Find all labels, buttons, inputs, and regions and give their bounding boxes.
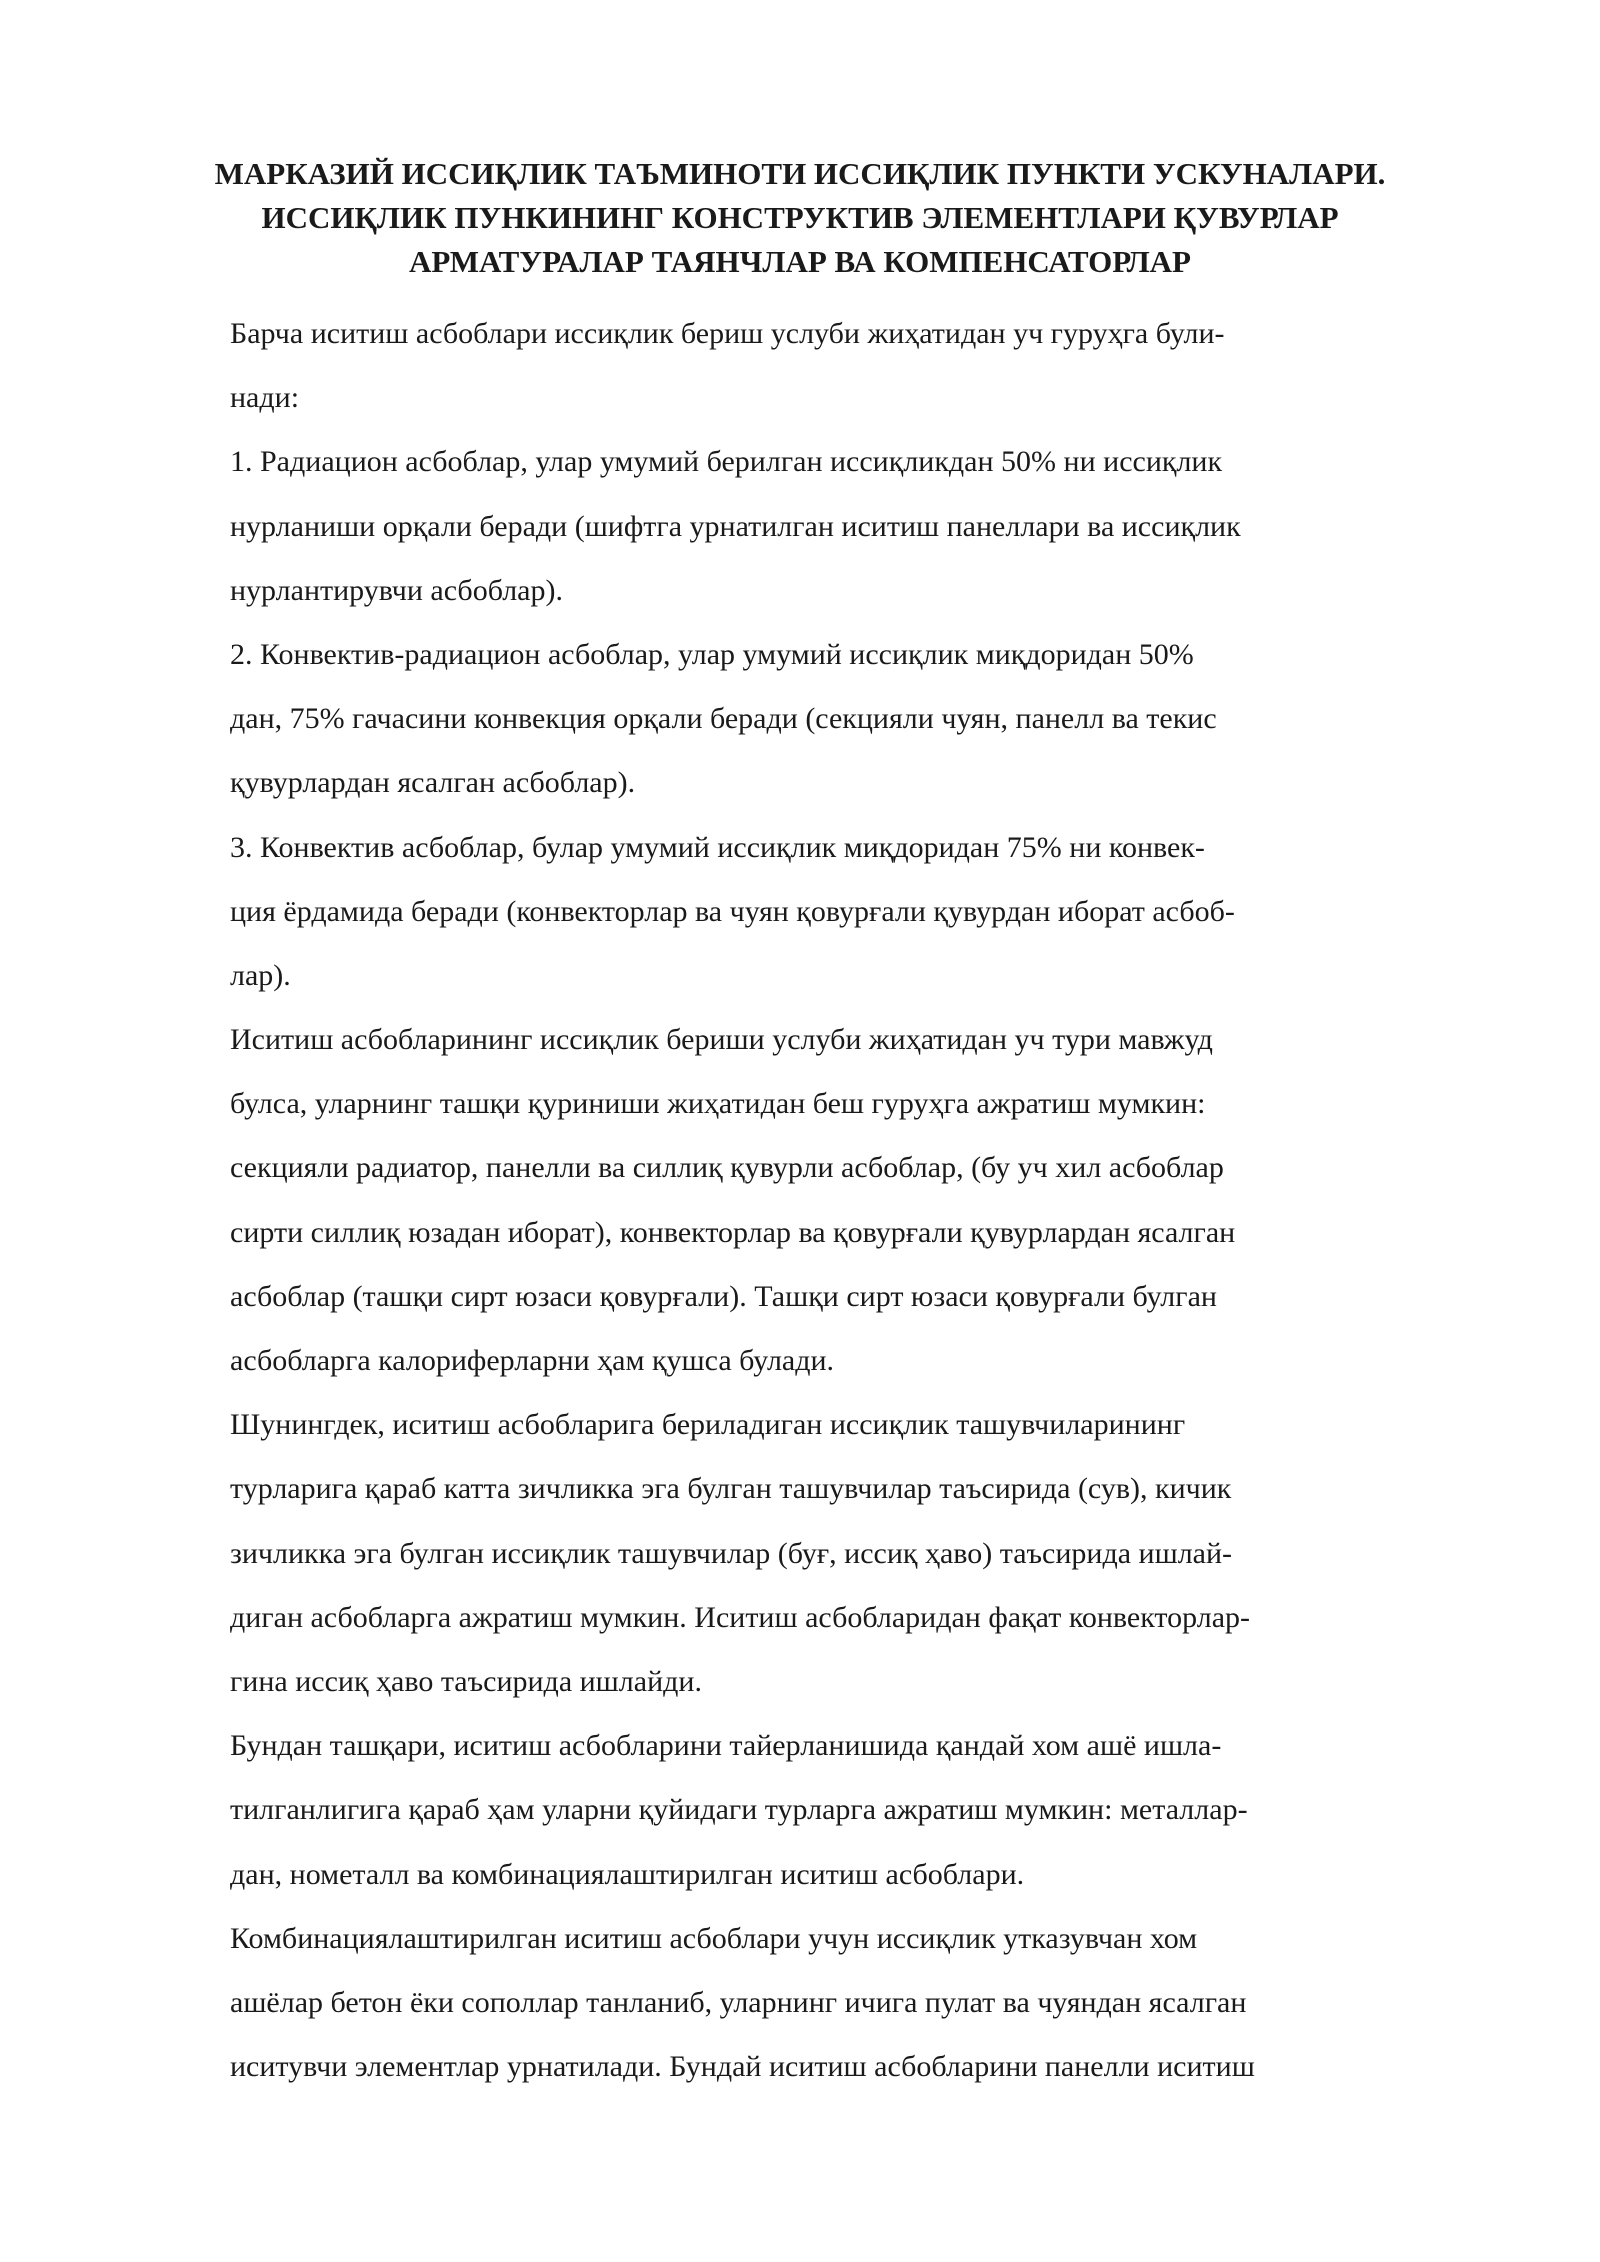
paragraph-line: 1. Радиацион асбоблар, улар умумий берилган иссиқликдан 50% ни иссиқлик xyxy=(230,445,1223,479)
paragraph-line: асбоблар (ташқи сирт юзаси қовурғали). Ташқи сирт юзаси қовурғали булган xyxy=(230,1279,1217,1313)
paragraph-line: диган асбобларга ажратиш мумкин. Иситиш асбобларидан фақат конвекторлар- xyxy=(230,1600,1250,1634)
paragraph-line: тилганлигига қараб ҳам уларни қуйидаги турларга ажратиш мумкин: металлар- xyxy=(230,1793,1248,1827)
document-title xyxy=(200,152,1400,284)
paragraph-line: зичликка эга булган иссиқлик ташувчилар (буғ, иссиқ ҳаво) таъсирида ишлай- xyxy=(230,1536,1233,1570)
paragraph-line: 2. Конвектив-радиацион асбоблар, улар умумий иссиқлик миқдоридан 50% xyxy=(230,637,1194,671)
paragraph-line: дан, 75% гачасини конвекция орқали беради (секцияли чуян, панелл ва текис xyxy=(230,702,1217,736)
paragraph-line: асбобларга калориферларни ҳам қушса булади. xyxy=(230,1344,835,1377)
paragraph-line: нади: xyxy=(230,381,300,415)
paragraph-line: ашёлар бетон ёки сополлар танланиб, уларнинг ичига пулат ва чуяндан ясалган xyxy=(230,1985,1247,2019)
paragraph-line: 3. Конвектив асбоблар, булар умумий иссиқлик миқдоридан 75% ни конвек- xyxy=(230,830,1205,864)
paragraph-line: Шунингдек, иситиш асбобларига бериладиган иссиқлик ташувчиларининг xyxy=(230,1408,1186,1442)
paragraph-line: дан, нометалл ва комбинациялаштирилган иситиш асбоблари. xyxy=(230,1857,1025,1891)
paragraph-line: қувурлардан ясалган асбоблар). xyxy=(230,766,636,800)
paragraph-line: секцияли радиатор, панелли ва силлиқ қувурли асбоблар, (бу уч хил асбоблар xyxy=(230,1151,1224,1185)
paragraph-line: булса, уларнинг ташқи қуриниши жиҳатидан беш гуруҳга ажратиш мумкин: xyxy=(230,1087,1206,1121)
paragraph-line: Иситиш асбобларининг иссиқлик бериши услуби жиҳатидан уч тури мавжуд xyxy=(230,1023,1213,1057)
paragraph-line: гина иссиқ ҳаво таъсирида ишлайди. xyxy=(230,1664,702,1698)
paragraph-line: нурлантирувчи асбоблар). xyxy=(230,573,563,607)
paragraph-line: нурланиши орқали беради (шифтга урнатилган иситиш панеллари ва иссиқлик xyxy=(230,509,1241,543)
paragraph-line: Бундан ташқари, иситиш асбобларини тайерланишида қандай хом ашё ишла- xyxy=(230,1729,1222,1763)
paragraph-line: ция ёрдамида беради (конвекторлар ва чуян қовурғали қувурдан иборат асбоб- xyxy=(230,894,1235,928)
paragraph-line: лар). xyxy=(230,958,291,992)
title-line: ИССИҚЛИК ПУНКИНИНГ КОНСТРУКТИВ ЭЛЕМЕНТЛАРИ ҚУВУРЛАР xyxy=(261,200,1339,235)
paragraph-line: Барча иситиш асбоблари иссиқлик бериш услуби жиҳатидан уч гуруҳга були- xyxy=(230,317,1225,350)
paragraph-line: Комбинациялаштирилган иситиш асбоблари учун иссиқлик утказувчан хом xyxy=(230,1921,1198,1955)
title-line: МАРКАЗИЙ ИССИҚЛИК ТАЪМИНОТИ ИССИҚЛИК ПУНКТИ УСКУНАЛАРИ. xyxy=(214,156,1386,191)
paragraph-line: турларига қараб катта зичликка эга булган ташувчилар таъсирида (сув), кичик xyxy=(230,1472,1232,1506)
document-body xyxy=(230,302,1380,2099)
paragraph-line: иситувчи элементлар урнатилади. Бундай иситиш асбобларини панелли иситиш xyxy=(230,2050,1255,2084)
paragraph-line: сирти силлиқ юзадан иборат), конвекторлар ва қовурғали қувурлардан ясалган xyxy=(230,1215,1236,1249)
title-line: АРМАТУРАЛАР ТАЯНЧЛАР ВА КОМПЕНСАТОРЛАР xyxy=(409,244,1191,279)
